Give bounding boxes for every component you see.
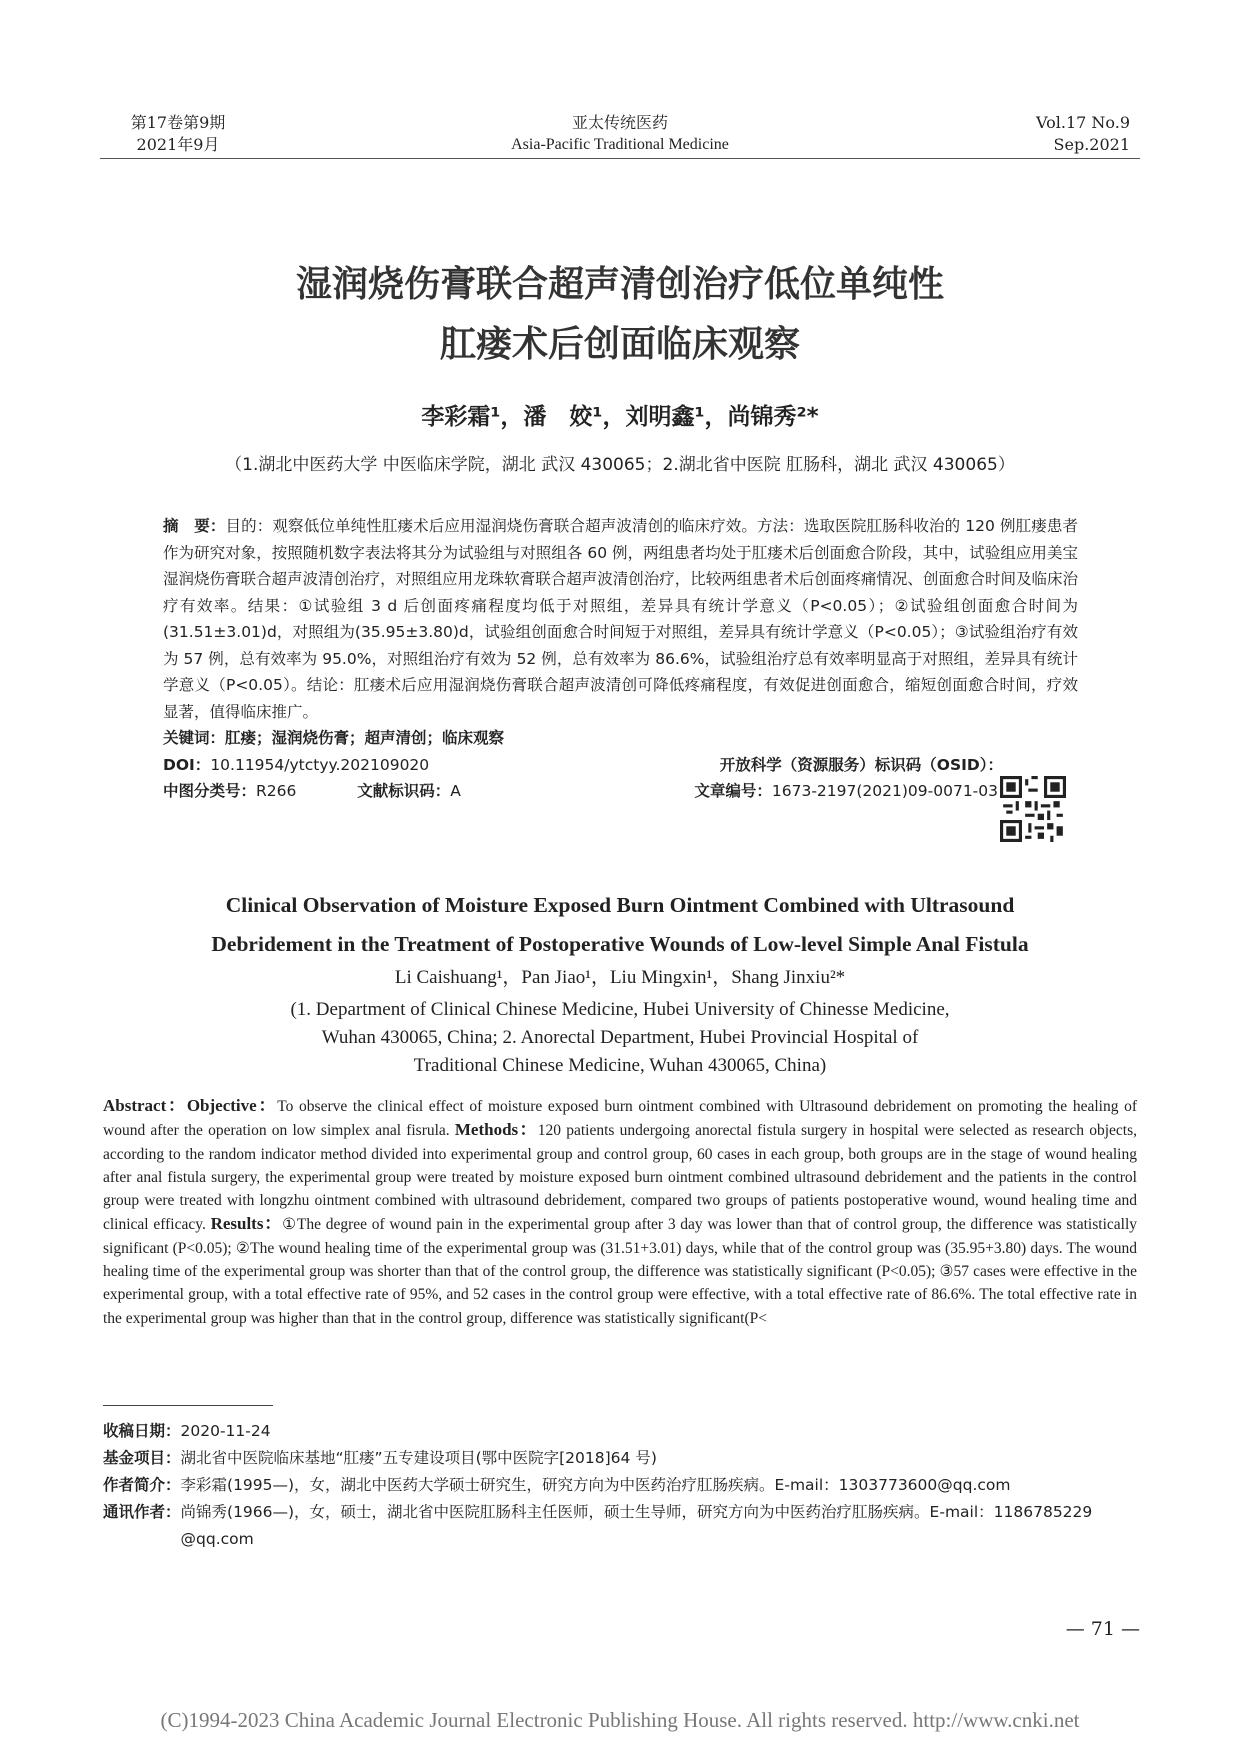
title-cn-line-1: 湿润烧伤膏联合超声清创治疗低位单纯性 <box>295 264 944 305</box>
objective-label: Objective： <box>186 1096 278 1115</box>
volume-issue-en: Vol.17 No.9 <box>1036 113 1130 132</box>
abstract-en-label: Abstract： <box>103 1096 187 1115</box>
copyright-notice: (C)1994-2023 China Academic Journal Electronic Publishing House. All rights reserved. http://www.cnki.net <box>160 1708 1080 1732</box>
doc-code-label: 文献标识码： <box>357 782 451 800</box>
abstract-cn-label: 摘 要： <box>163 517 226 535</box>
date-cn: 2021年9月 <box>136 135 220 154</box>
page-title-cn <box>130 255 1110 375</box>
footnote-divider <box>103 1405 273 1406</box>
footnote-author: 作者简介： 李彩霜(1995—)，女，湖北中医药大学硕士研究生，研究方向为中医药治疗肛肠疾病。E-mail：1303773600@qq.com <box>103 1476 1011 1494</box>
date-en: Sep.2021 <box>1053 135 1130 154</box>
page-title-en <box>110 886 1130 964</box>
affil-en-line-2: Wuhan 430065, China; 2. Anorectal Department, Hubei Provincial Hospital of <box>321 1027 919 1048</box>
title-en-line-1: Clinical Observation of Moisture Exposed Burn Ointment Combined with Ultrasound <box>225 893 1015 917</box>
title-cn-line-2: 肛瘘术后创面临床观察 <box>439 324 800 365</box>
clc-value: R266 <box>256 782 297 800</box>
qr-code[interactable] <box>1000 776 1066 842</box>
affil-en-line-3: Traditional Chinese Medicine, Wuhan 430065, China) <box>413 1055 827 1076</box>
footnote-corresponding: 通讯作者： 尚锦秀(1966—)，女，硕士，湖北省中医院肛肠科主任医师，硕士生导师，研究方向为中医药治疗肛肠疾病。E-mail：1186785229 @qq.com <box>103 1503 1093 1548</box>
clc-label: 中图分类号： <box>163 782 257 800</box>
abstract-cn <box>163 513 1078 805</box>
footnote-fund: 基金项目： 湖北省中医院临床基地“肛瘘”五专建设项目(鄂中医院字[2018]64 号) <box>103 1449 657 1467</box>
doi-label: DOI： <box>163 755 211 774</box>
footnotes <box>103 1418 1143 1553</box>
journal-name-cn: 亚太传统医药 <box>571 113 668 132</box>
classification-row <box>163 778 998 805</box>
article-no-value: 1673-2197(2021)09-0071-03 <box>771 782 998 800</box>
title-en-line-2: Debridement in the Treatment of Postoperative Wounds of Low-level Simple Anal Fistula <box>211 932 1029 956</box>
authors-en: Li Caishuang¹，Pan Jiao¹，Liu Mingxin¹，Shang Jinxiu²* <box>394 967 846 988</box>
header-journal <box>420 112 820 156</box>
doc-code-value: A <box>450 782 461 800</box>
header-volume-cn <box>118 112 238 156</box>
abstract-en <box>103 1094 1137 1330</box>
results-label: Results： <box>210 1214 283 1234</box>
objective-text: To observe the clinical effect of moisture exposed burn ointment combined with Ultrasound debridement on promoting the healing of wound after the operation on low simplex anal fisrula. <box>103 1098 1138 1140</box>
header-volume-en <box>1000 112 1130 156</box>
journal-name-en: Asia-Pacific Traditional Medicine <box>511 136 729 153</box>
header-divider <box>100 158 1140 159</box>
footnote-received: 收稿日期： 2020-11-24 <box>103 1422 271 1440</box>
doi-row <box>163 752 1003 779</box>
results-text: ①The degree of wound pain in the experimental group after 3 day was lower than that of control group, the difference was statistically significant (P<0.05); ②The wound healing time of the experimental group was (31.51+3.01) days, while that of the control group was (35.95+3.80) days. The wound healing time of the experimental group was shorter than that of the control group, the difference was statistically significant (P<0.05); ③57 cases were effective in the experimental group, with a total effective rate of 95%, and 52 cases in the control group were effective, with a total effective rate of 86.6%. The total effective rate in the experimental group was higher than that in the control group, difference was statistically significant(P< <box>103 1216 1137 1327</box>
affil-en-line-1: (1. Department of Clinical Chinese Medicine, Hubei University of Chinesse Medicine, <box>290 999 950 1020</box>
methods-label: Methods： <box>454 1120 538 1140</box>
page-number: — 71 — <box>1065 1618 1140 1640</box>
authors-cn: 李彩霜¹，潘 姣¹，刘明鑫¹，尚锦秀²* <box>421 404 819 430</box>
volume-issue-cn: 第17卷第9期 <box>130 113 226 132</box>
affiliations-en <box>150 996 1090 1080</box>
doi-value: 10.11954/ytctyy.202109020 <box>210 755 430 774</box>
keywords-value: 肛瘘；湿润烧伤膏；超声清创；临床观察 <box>225 729 505 747</box>
osid-label: 开放科学（资源服务）标识码（OSID）： <box>719 755 1003 774</box>
article-no-label: 文章编号： <box>694 782 772 800</box>
methods-text: 120 patients undergoing anorectal fistula surgery in hospital were selected as research objects, according to the random indicator method divided into experimental group and control group, 60 cases in each group, both groups are in the stage of wound healing after anal fistula surgery, the experimental group were treated by moisture exposed burn ointment combined ultrasound debridement and the patients in the control group were treated with longzhu ointment combined with ultrasound debridement, compared two groups of patients postoperative wound, wound healing time and clinical efficacy. <box>103 1122 1138 1234</box>
keywords-row <box>163 725 1078 752</box>
abstract-cn-text: 目的：观察低位单纯性肛瘘术后应用湿润烧伤膏联合超声波清创的临床疗效。方法：选取医院肛肠科收治的 120 例肛瘘患者作为研究对象，按照随机数字表法将其分为试验组与对照组各 60 例，两组患者均处于肛瘘术后创面愈合阶段，其中，试验组应用美宝湿润烧伤膏联合超声波清创治疗，对照组应用龙珠软膏联合超声波清创治疗，比较两组患者术后创面疼痛情况、创面愈合时间及临床治疗有效率。结果：①试验组 3 d 后创面疼痛程度均低于对照组，差异具有统计学意义（P<0.05）；②试验组创面愈合时间为(31.51±3.01)d，对照组为(35.95±3.80)d，试验组创面愈合时间短于对照组，差异具有统计学意义（P<0.05）；③试验组治疗有效为 57 例，总有效率为 95.0%，对照组治疗有效为 52 例，总有效率为 86.6%，试验组治疗总有效率明显高于对照组，差异具有统计学意义（P<0.05）。结论：肛瘘术后应用湿润烧伤膏联合超声波清创可降低疼痛程度，有效促进创面愈合，缩短创面愈合时间，疗效显著，值得临床推广。 <box>163 517 1078 721</box>
keywords-label: 关键词： <box>163 729 226 747</box>
affiliations-cn: （1.湖北中医药大学 中医临床学院，湖北 武汉 430065；2.湖北省中医院 肛肠科，湖北 武汉 430065） <box>225 455 1015 475</box>
